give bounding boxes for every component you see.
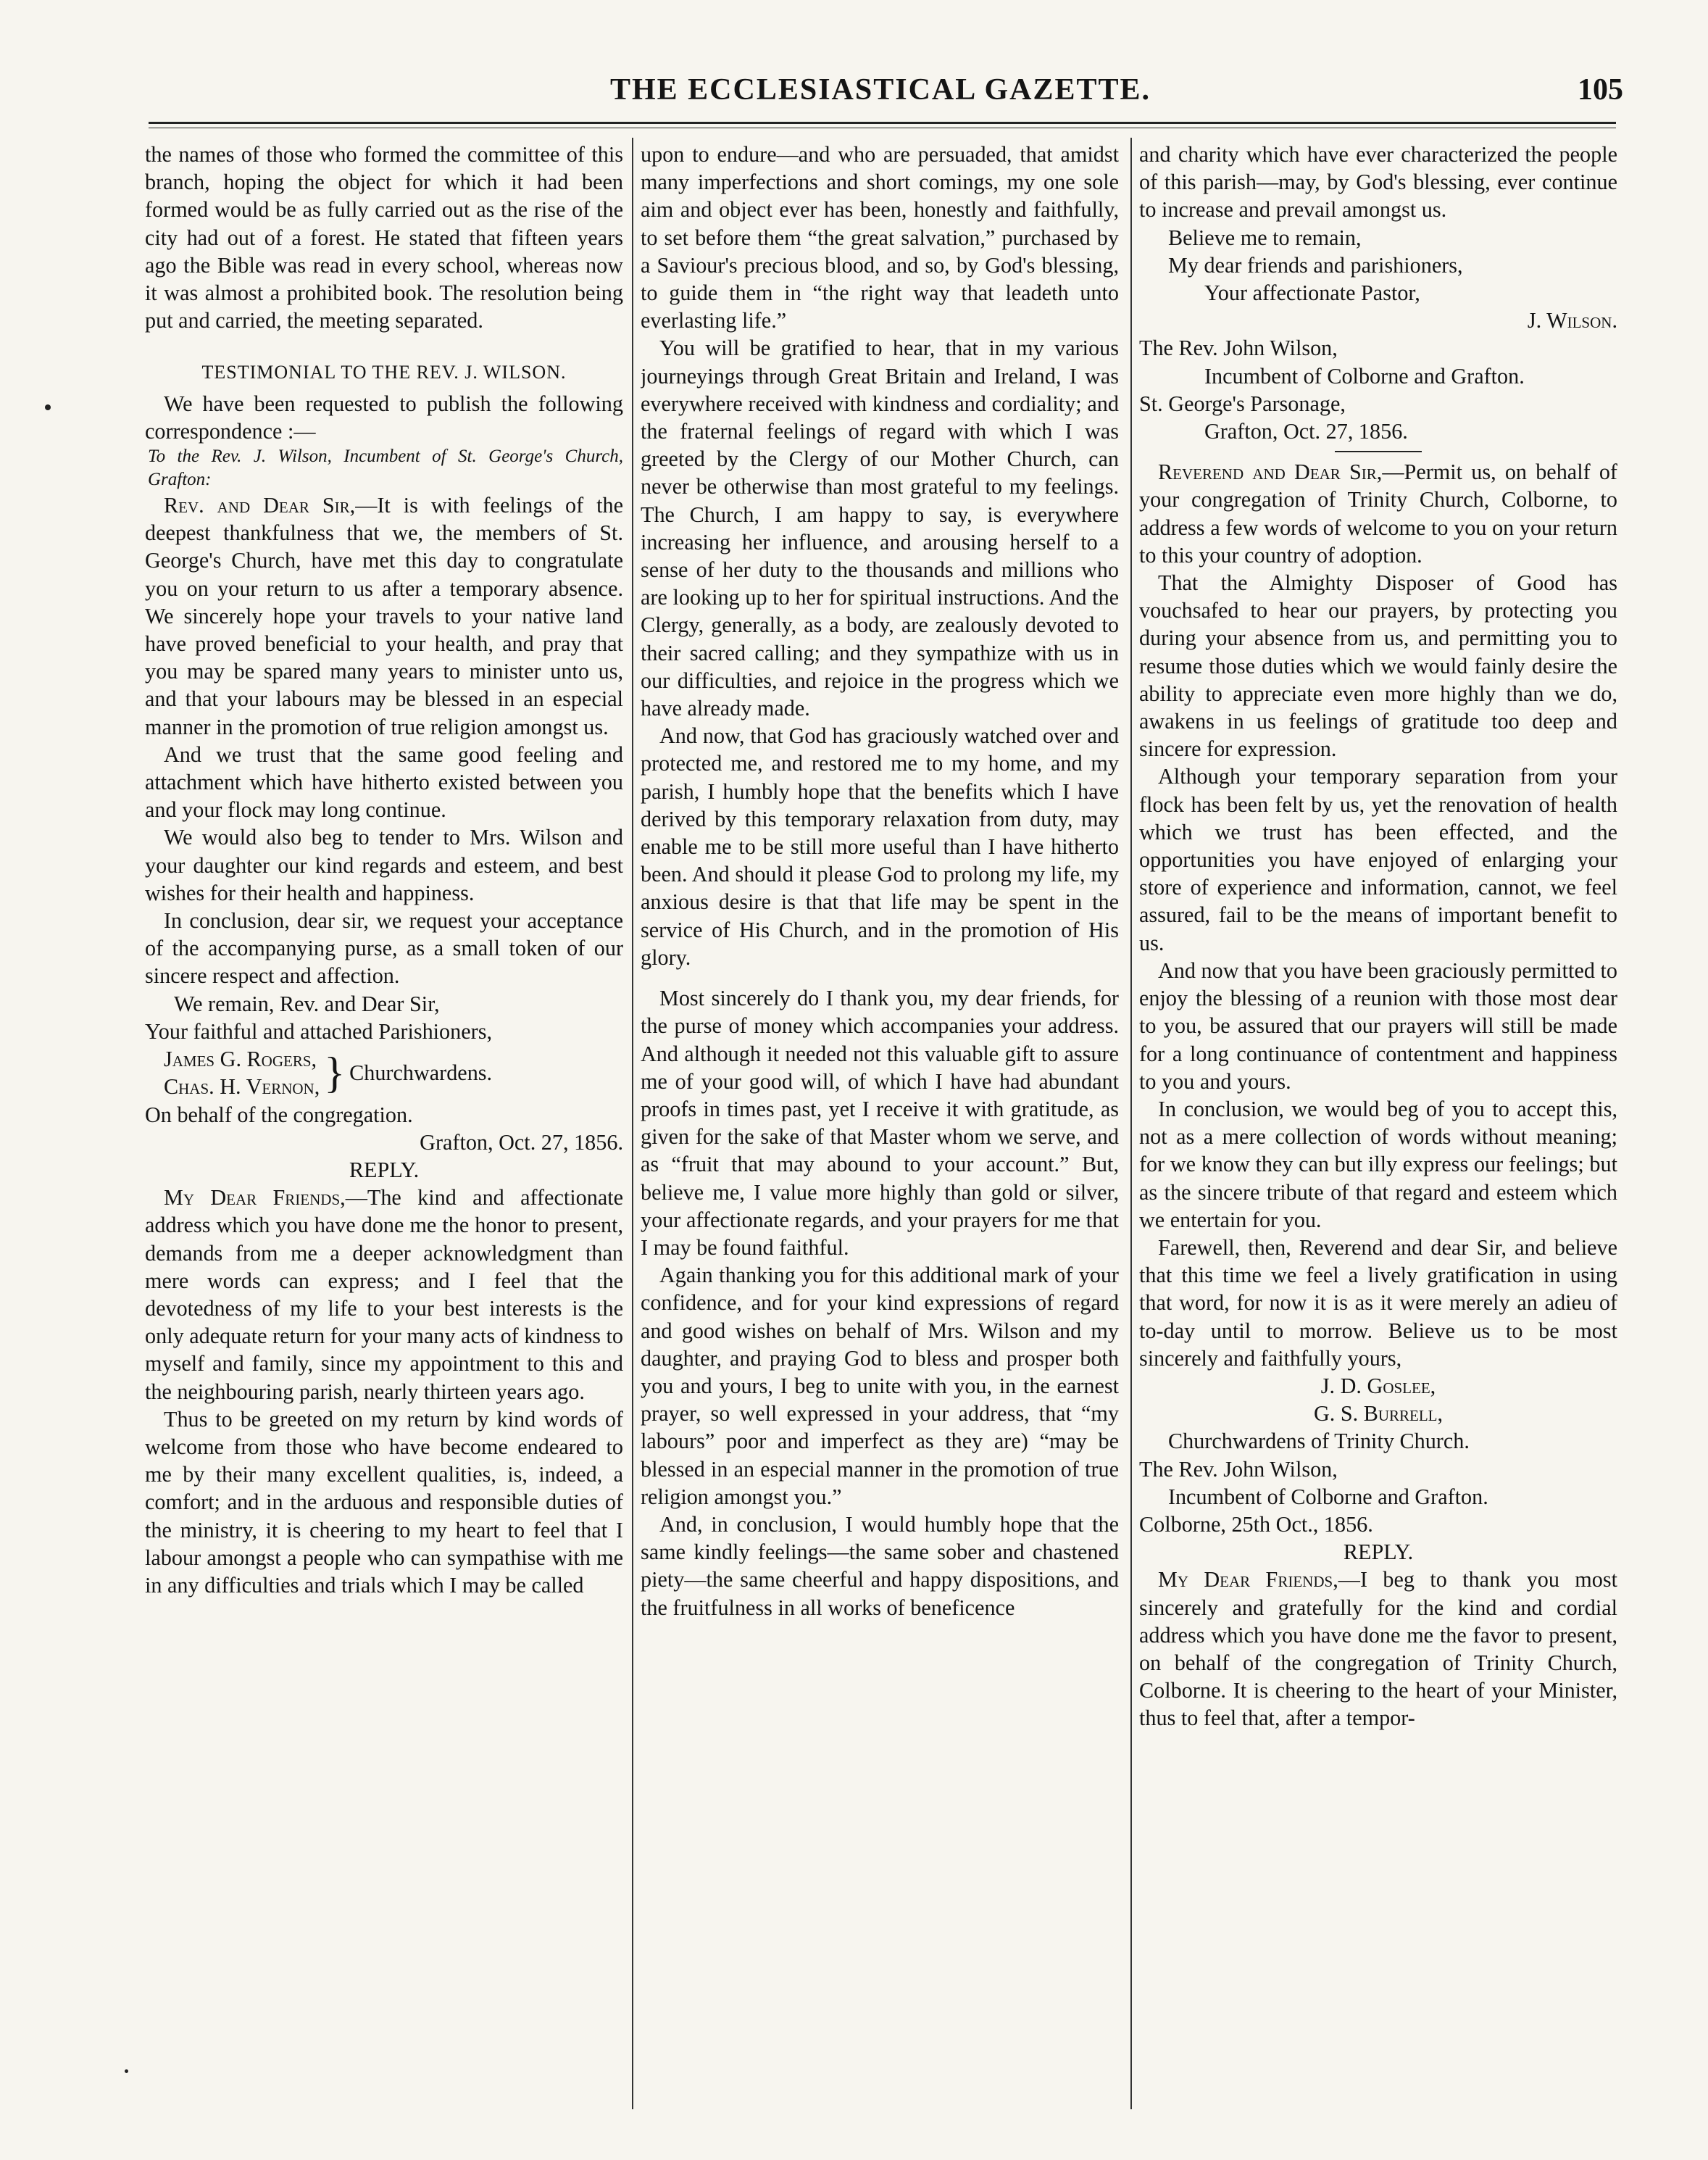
reply-heading: REPLY. bbox=[1343, 1540, 1414, 1565]
paragraph: In conclusion, we would beg of you to accept this, not as a mere collection of words without meaning; for we know they can but illy express our feelings; but as the sincere tribute of that regard and esteem which we entertain for you. bbox=[1139, 1096, 1617, 1232]
place-date: Grafton, Oct. 27, 1856. bbox=[1204, 419, 1408, 444]
column-3 bbox=[1139, 141, 1617, 2098]
paragraph-text: —Permit us, on behalf of your congregation of Trinity Church, Colborne, to address a few words of welcome to you on your return to this your country of adoption. bbox=[1139, 460, 1617, 568]
paragraph: Although your temporary separation from your flock has been felt by us, yet the renovation of health which we trust has been effected, and the opportunities you have enjoyed of enlarging your store of experience and information, cannot, we feel assured, fail to be the means of important benefit to us. bbox=[1139, 764, 1617, 955]
addressee-line: To the Rev. J. Wilson, Incumbent of St. George's Church, Grafton: bbox=[148, 446, 623, 490]
signer-role: Churchwardens. bbox=[349, 1060, 493, 1086]
column-divider-2 bbox=[1130, 138, 1132, 2109]
brace-glyph: } bbox=[324, 1049, 346, 1097]
paragraph: Farewell, then, Reverend and dear Sir, and believe that this time we feel a lively gratification in using that word, for now it is as it were merely an adieu of to-day until to morrow. Believe us to be most sincerely and faithfully yours, bbox=[1139, 1234, 1617, 1371]
closing-line: Believe me to remain, bbox=[1168, 225, 1362, 250]
salutation: My Dear Friends, bbox=[164, 1185, 346, 1210]
address-line: Incumbent of Colborne and Grafton. bbox=[1204, 363, 1525, 389]
ink-speck bbox=[125, 2069, 128, 2073]
salutation: Reverend and Dear Sir, bbox=[1158, 460, 1383, 485]
place-date: Grafton, Oct. 27, 1856. bbox=[420, 1129, 623, 1155]
closing-line: My dear friends and parishioners, bbox=[1168, 252, 1463, 278]
paragraph: upon to endure—and who are persuaded, that amidst many imperfections and short comings, my one sole aim and object ever has been, honestly and faithfully, to set before them “the great salvation,” purchased by a Saviour's precious blood, and so, by God's blessing, to guide them in “the right way that leadeth unto everlasting life.” bbox=[641, 142, 1119, 333]
signature-block bbox=[145, 1045, 623, 1100]
closing-line: Your affectionate Pastor, bbox=[1204, 281, 1420, 306]
section-rule bbox=[1335, 451, 1422, 452]
ink-speck bbox=[45, 404, 51, 410]
paragraph-text: —I beg to thank you most sincerely and gratefully for the kind and cordial address which you have done me the favor to present, on behalf of the congregation of Trinity Church, Colborne. It is cheering to the heart of your Minister, thus to feel that, after a tempor- bbox=[1139, 1567, 1617, 1731]
paragraph bbox=[145, 491, 623, 741]
paragraph: That the Almighty Disposer of Good has vouchsafed to hear our prayers, by protecting you during your absence from us, and permitting you to resume those duties which we would fainly desire the ability to appreciate even more highly than we do, awakens in us feelings of gratitude too deep and sincere for expression. bbox=[1139, 570, 1617, 762]
behalf-line: On behalf of the congregation. bbox=[145, 1102, 413, 1127]
signer-name: J. Wilson. bbox=[1527, 308, 1617, 333]
salutation: Rev. and Dear Sir, bbox=[164, 493, 356, 518]
signer-name: J. D. Goslee, bbox=[1320, 1373, 1436, 1398]
closing-line: We remain, Rev. and Dear Sir, bbox=[174, 991, 440, 1016]
place-date: Colborne, 25th Oct., 1856. bbox=[1139, 1511, 1373, 1537]
paragraph: and charity which have ever characterized the people of this parish—may, by God's blessing, ever continue to increase and prevail amongst us. bbox=[1139, 142, 1617, 223]
closing-line: Your faithful and attached Parishioners, bbox=[145, 1018, 492, 1044]
address-line: The Rev. John Wilson, bbox=[1139, 336, 1338, 361]
column-divider-1 bbox=[632, 138, 633, 2109]
paragraph: We would also beg to tender to Mrs. Wilson and your daughter our kind regards and esteem, and best wishes for their health and happiness. bbox=[145, 825, 623, 905]
paragraph: And, in conclusion, I would humbly hope that the same kindly feelings—the same sober and chastened piety—the same cheerful and happy dispositions, and the fruitfulness in all works of beneficence bbox=[641, 1511, 1119, 1620]
paragraph: And now, that God has graciously watched over and protected me, and restored me to my home, and my parish, I humbly hope that the benefits which I have derived by this temporary relaxation from duty, may enable me to be still more useful than I have hitherto been. And should it please God to prolong my life, my anxious desire is that that life may be spent in the service of His Church, and in the promotion of His glory. bbox=[641, 723, 1119, 970]
paragraph: Again thanking you for this additional mark of your confidence, and for your kind expressions of regard and good wishes on behalf of Mrs. Wilson and my daughter, and praying God to bless and prosper both you and yours, I beg to unite with you, in the earnest prayer, so well expressed in your address, that “my labours” poor and imperfect as they are) “may be blessed in an especial manner in the promotion of true religion amongst you.” bbox=[641, 1263, 1119, 1509]
paragraph: Thus to be greeted on my return by kind words of welcome from those who have become endeared to me by their many excellent qualities, is, indeed, a comfort; and in the arduous and responsible duties of the ministry, it is cheering to my heart to feel that I labour amongst a people who can sympathise with me in any difficulties and trials which I may be called bbox=[145, 1406, 623, 1598]
page-number: 105 bbox=[1578, 73, 1623, 107]
paragraph: And now that you have been graciously permitted to enjoy the blessing of a reunion with those most dear to you, be assured that our prayers will still be made for a long continuance of contentment and happiness to you and yours. bbox=[1139, 958, 1617, 1094]
paragraph: the names of those who formed the committee of this branch, hoping the object for which it had been formed would be as fully carried out as the rise of the city had out of a forest. He stated that fifteen years ago the Bible was read in every school, whereas now it was almost a prohibited book. The resolution being put and carried, the meeting separated. bbox=[145, 142, 623, 333]
place-line: St. George's Parsonage, bbox=[1139, 391, 1346, 416]
publication-title: THE ECCLESIASTICAL GAZETTE. bbox=[609, 73, 1151, 107]
article-heading: TESTIMONIAL TO THE REV. J. WILSON. bbox=[201, 362, 567, 383]
paragraph: You will be gratified to hear, that in my various journeyings through Great Britain and Ireland, I was everywhere received with kindness and cordiality; and the fraternal feelings of regard with which I was greeted by the Clergy of our Mother Church, can never be otherwise than most grateful to my feelings. The Church, I am happy to say, is everywhere increasing her influence, and arousing herself to a sense of her duty to the thousands and millions who are looking up to her for spiritual instructions. And the Clergy, generally, as a body, are zealously devoted to their sacred calling; and they sympathize with us in our difficulties, and rejoice in the progress which we have already made. bbox=[641, 336, 1119, 721]
column-1 bbox=[145, 141, 623, 2098]
page-header bbox=[138, 72, 1623, 116]
signer-name: G. S. Burrell, bbox=[1313, 1401, 1444, 1426]
paragraph: We have been requested to publish the following correspondence :— bbox=[145, 391, 623, 444]
paragraph-text: —The kind and affectionate address which you have done me the honor to present, demands from me a deeper acknowledgment than mere words can express; and I feel that the devotedness of my life to your best interests is the only adequate return for your many acts of kindness to myself and family, since my appointment to this and the neighbouring parish, nearly thirteen years ago. bbox=[145, 1185, 623, 1404]
salutation: My Dear Friends, bbox=[1158, 1567, 1338, 1592]
column-2 bbox=[641, 141, 1119, 2098]
paragraph: And we trust that the same good feeling and attachment which have hitherto existed between you and your flock may long continue. bbox=[145, 742, 623, 823]
paragraph bbox=[1139, 458, 1617, 569]
address-line: The Rev. John Wilson, bbox=[1139, 1456, 1338, 1482]
reply-heading: REPLY. bbox=[349, 1157, 420, 1182]
signer-role: Churchwardens of Trinity Church. bbox=[1168, 1429, 1470, 1454]
paragraph: In conclusion, dear sir, we request your acceptance of the accompanying purse, as a small token of our sincere respect and affection. bbox=[145, 908, 623, 989]
paragraph bbox=[1139, 1566, 1617, 1732]
header-rule-thick bbox=[149, 122, 1616, 124]
address-line: Incumbent of Colborne and Grafton. bbox=[1168, 1484, 1488, 1509]
signer-name: James G. Rogers, bbox=[164, 1047, 317, 1072]
signer-name: Chas. H. Vernon, bbox=[164, 1074, 320, 1100]
paragraph bbox=[145, 1184, 623, 1405]
paragraph: Most sincerely do I thank you, my dear friends, for the purse of money which accompanies your address. And although it needed not this valuable gift to assure me of your good will, of which I have had abundant proofs in times past, yet I receive it with gratitude, as given for the sake of that Master whom we serve, and as “fruit that may abound to your account.” But, believe me, I value more highly than gold or silver, your affectionate regards, and your prayers for me that I may be found faithful. bbox=[641, 986, 1119, 1260]
paragraph-text: —It is with feelings of the deepest thankfulness that we, the members of St. George's Church, have met this day to congratulate you on your return to us after a temporary absence. We sincerely hope your travels to your native land have proved beneficial to your health, and pray that you may be spared many years to minister unto us, and that your labours may be blessed in an especial manner in the promotion of true religion amongst us. bbox=[145, 493, 623, 739]
